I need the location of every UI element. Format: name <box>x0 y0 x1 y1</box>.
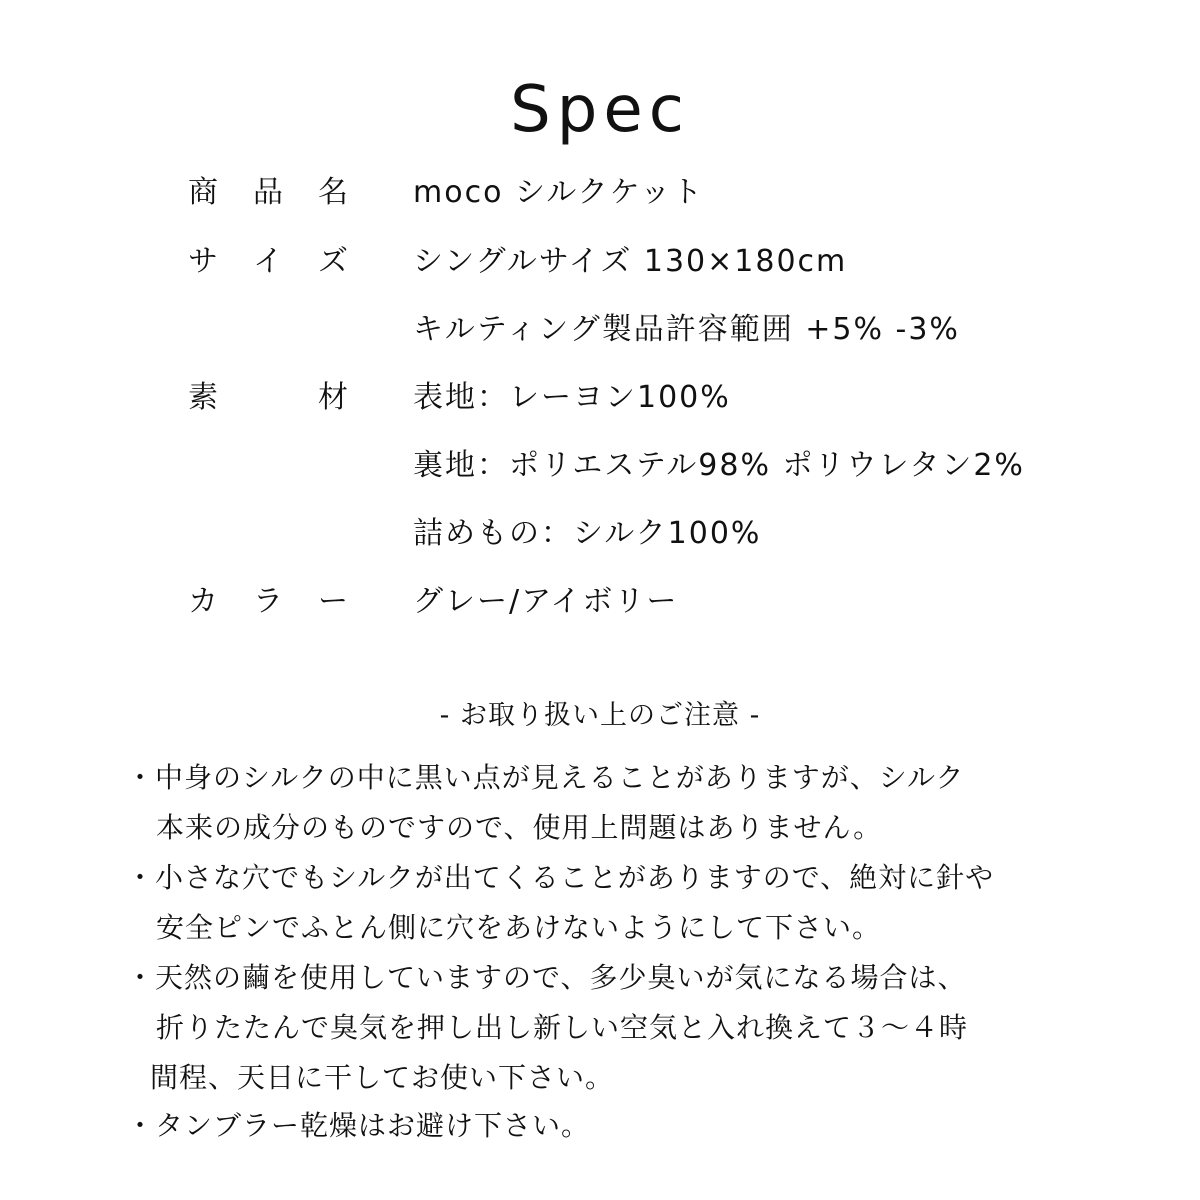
spec-row-material-lining <box>0 441 1200 491</box>
notice-line: ・天然の繭を使用していますので、多少臭いが気になる場合は、 <box>126 961 967 994</box>
label-char: サ <box>188 244 218 279</box>
label-char: 名 <box>318 175 348 210</box>
label-char: カ <box>188 584 218 619</box>
spec-label-material <box>188 373 348 423</box>
label-char: 商 <box>188 175 218 210</box>
label-char: 品 <box>253 175 283 210</box>
label-char: 材 <box>318 380 348 415</box>
notice-line: ・中身のシルクの中に黒い点が見えることがありますが、シルク <box>126 761 965 794</box>
label-char: イ <box>253 244 283 279</box>
spec-value-size-tolerance: キルティング製品許容範囲 +5% -3% <box>413 312 960 347</box>
spec-label-color <box>188 577 348 627</box>
spec-row-size-tolerance <box>0 305 1200 355</box>
spec-label-size <box>188 237 348 287</box>
spec-value-size: シングルサイズ 130×180cm <box>413 244 848 279</box>
spec-value-product-name: moco シルクケット <box>413 175 705 210</box>
spec-value-material-outer: 表地：レーヨン100% <box>413 380 731 415</box>
spec-row-color <box>0 577 1200 627</box>
notice-title: - お取り扱い上のご注意 - <box>439 700 761 731</box>
spec-row-material <box>0 373 1200 423</box>
label-char: ズ <box>318 244 348 279</box>
label-char: 素 <box>188 380 218 415</box>
spec-row-product-name <box>0 168 1200 218</box>
notice-line: 安全ピンでふとん側に穴をあけないようにして下さい。 <box>156 911 882 944</box>
spec-label-product-name <box>188 168 348 218</box>
notice-line: 折りたたんで臭気を押し出し新しい空気と入れ換えて３～４時 <box>156 1011 969 1044</box>
spec-title: Spec <box>510 73 690 147</box>
spec-row-material-filling <box>0 509 1200 559</box>
notice-line: 本来の成分のものですので、使用上問題はありません。 <box>156 811 883 844</box>
notice-line: ・小さな穴でもシルクが出てくることがありますので、絶対に針や <box>126 861 995 894</box>
spec-value-color: グレー/アイボリー <box>413 584 679 619</box>
label-char: ー <box>318 584 348 619</box>
spec-value-material-filling: 詰めもの：シルク100% <box>413 516 762 551</box>
notice-line: 間程、天日に干してお使い下さい。 <box>150 1061 615 1094</box>
label-char: ラ <box>253 584 283 619</box>
notice-line: ・タンブラー乾燥はお避け下さい。 <box>126 1109 591 1142</box>
spec-row-size <box>0 237 1200 287</box>
spec-value-material-lining: 裏地：ポリエステル98% ポリウレタン2% <box>413 448 1025 483</box>
